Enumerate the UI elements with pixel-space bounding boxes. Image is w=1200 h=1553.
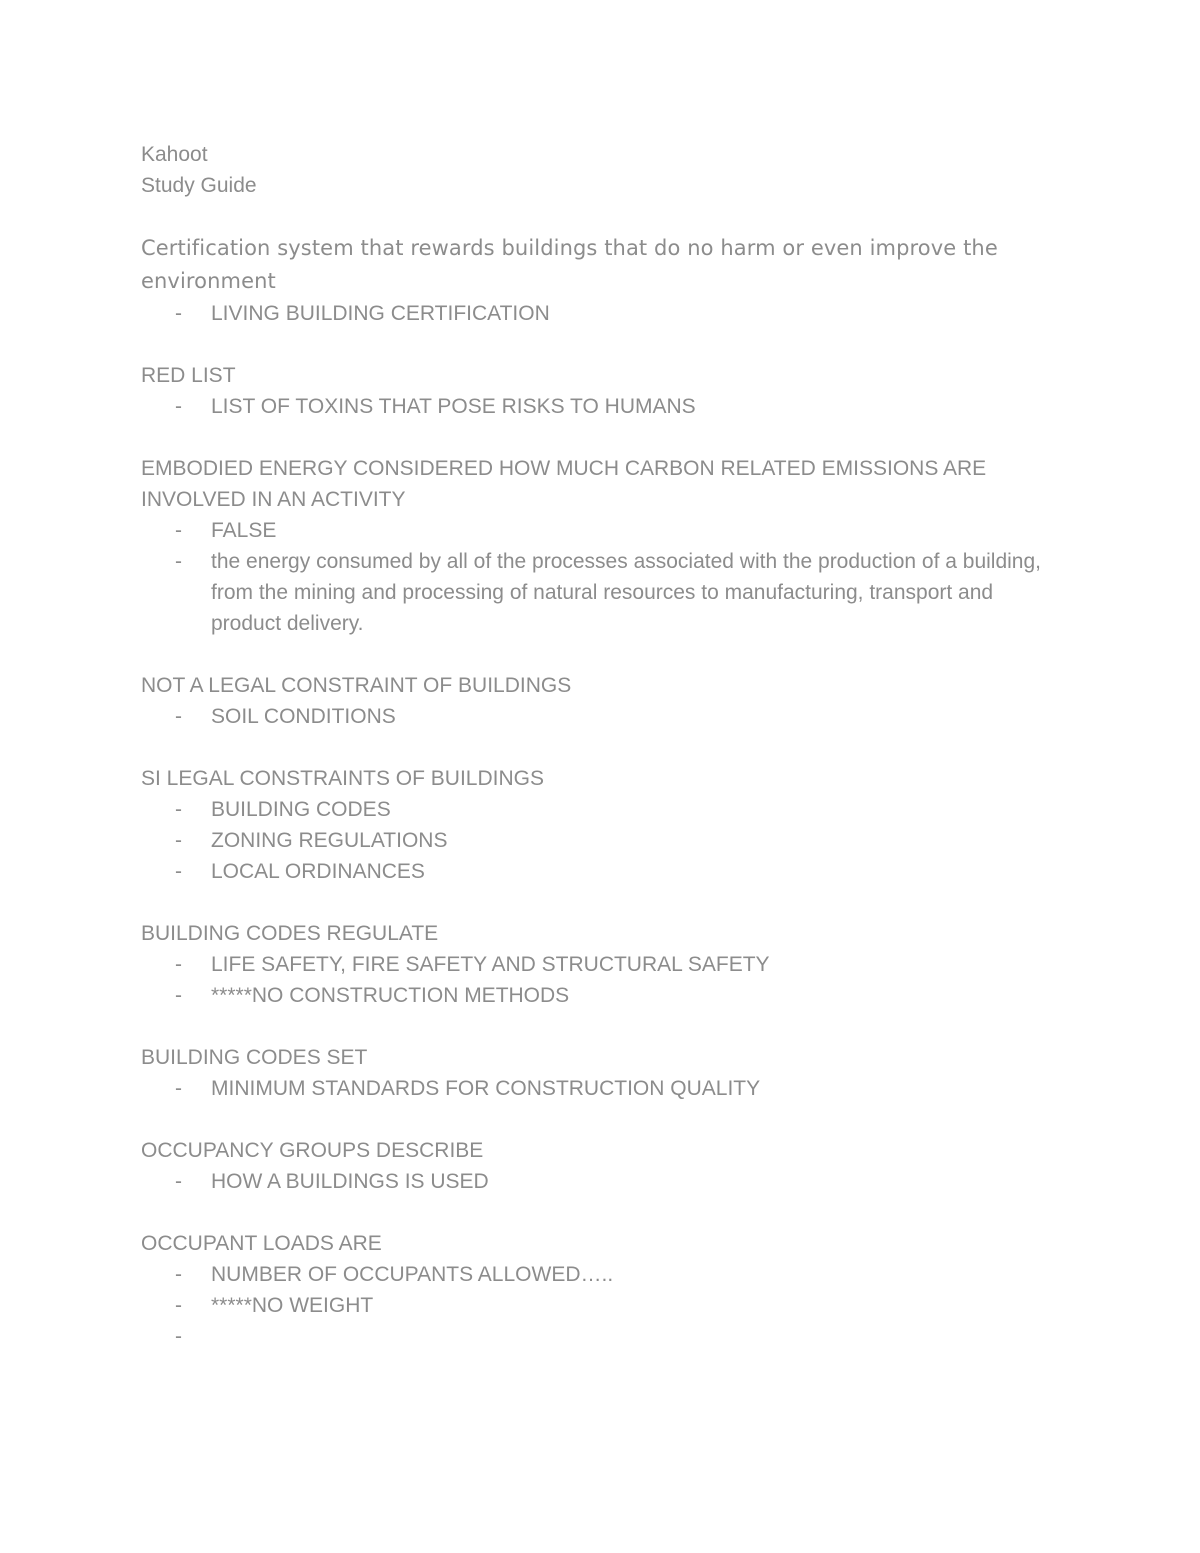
study-section	[141, 918, 1061, 1011]
doc-title: Kahoot	[141, 143, 208, 166]
bullet-dash: -	[175, 798, 182, 821]
answer-text: HOW A BUILDINGS IS USED	[211, 1170, 489, 1193]
answer-item	[141, 794, 1061, 825]
answer-item	[141, 1073, 1061, 1104]
answer-item	[141, 1290, 1061, 1321]
study-section	[141, 763, 1061, 887]
section-question: NOT A LEGAL CONSTRAINT OF BUILDINGS	[141, 674, 572, 697]
answer-text: FALSE	[211, 519, 277, 542]
answer-text: LIST OF TOXINS THAT POSE RISKS TO HUMANS	[211, 395, 696, 418]
answer-text: LIFE SAFETY, FIRE SAFETY AND STRUCTURAL SAFETY	[211, 953, 770, 976]
bullet-dash: -	[175, 1077, 182, 1100]
answer-text: LOCAL ORDINANCES	[211, 860, 425, 883]
answer-item	[141, 825, 1061, 856]
answer-item	[141, 1259, 1061, 1290]
answer-list	[141, 1166, 1061, 1197]
bullet-dash: -	[175, 1325, 182, 1348]
answer-item	[141, 980, 1061, 1011]
bullet-dash: -	[175, 829, 182, 852]
answer-list	[141, 1259, 1061, 1348]
answer-text: the energy consumed by all of the processes associated with the production of a building, from the mining and processing of natural resources to manufacturing, transport and product delivery.	[211, 550, 1042, 635]
answer-list	[141, 515, 1061, 639]
study-section	[141, 360, 1061, 422]
bullet-dash: -	[175, 519, 182, 542]
section-question: Certification system that rewards buildings that do no harm or even improve the environment	[141, 236, 998, 293]
document-page	[141, 139, 1061, 1348]
answer-text: NUMBER OF OCCUPANTS ALLOWED…..	[211, 1263, 614, 1286]
section-question: EMBODIED ENERGY CONSIDERED HOW MUCH CARBON RELATED EMISSIONS ARE INVOLVED IN AN ACTIVITY	[141, 457, 987, 511]
answer-text: MINIMUM STANDARDS FOR CONSTRUCTION QUALITY	[211, 1077, 761, 1100]
study-section	[141, 232, 1061, 329]
bullet-dash: -	[175, 705, 182, 728]
section-question: BUILDING CODES SET	[141, 1046, 368, 1069]
bullet-dash: -	[175, 1170, 182, 1193]
answer-text: ZONING REGULATIONS	[211, 829, 448, 852]
study-section	[141, 1228, 1061, 1348]
bullet-dash: -	[175, 984, 182, 1007]
answer-list	[141, 949, 1061, 1011]
bullet-dash: -	[175, 860, 182, 883]
bullet-dash: -	[175, 550, 182, 573]
answer-text: *****NO WEIGHT	[211, 1294, 374, 1317]
study-section	[141, 453, 1061, 639]
section-question: SI LEGAL CONSTRAINTS OF BUILDINGS	[141, 767, 544, 790]
section-question: OCCUPANT LOADS ARE	[141, 1232, 382, 1255]
answer-text: *****NO CONSTRUCTION METHODS	[211, 984, 570, 1007]
bullet-dash: -	[175, 302, 182, 325]
answer-item	[141, 856, 1061, 887]
doc-subtitle: Study Guide	[141, 174, 257, 197]
answer-item	[141, 949, 1061, 980]
answer-list	[141, 701, 1061, 732]
study-section	[141, 1042, 1061, 1104]
bullet-dash: -	[175, 1294, 182, 1317]
answer-list	[141, 298, 1061, 329]
answer-list	[141, 794, 1061, 887]
answer-list	[141, 1073, 1061, 1104]
bullet-dash: -	[175, 953, 182, 976]
answer-item	[141, 391, 1061, 422]
answer-item	[141, 298, 1061, 329]
answer-text: BUILDING CODES	[211, 798, 391, 821]
bullet-dash: -	[175, 395, 182, 418]
section-question: BUILDING CODES REGULATE	[141, 922, 439, 945]
answer-item	[141, 515, 1061, 546]
study-section	[141, 670, 1061, 732]
answer-item	[141, 1166, 1061, 1197]
bullet-dash: -	[175, 1263, 182, 1286]
answer-text: LIVING BUILDING CERTIFICATION	[211, 302, 550, 325]
answer-item	[141, 546, 1061, 639]
answer-item	[141, 701, 1061, 732]
answer-list	[141, 391, 1061, 422]
study-section	[141, 1135, 1061, 1197]
section-question: RED LIST	[141, 364, 236, 387]
answer-text: SOIL CONDITIONS	[211, 705, 396, 728]
section-question: OCCUPANCY GROUPS DESCRIBE	[141, 1139, 484, 1162]
